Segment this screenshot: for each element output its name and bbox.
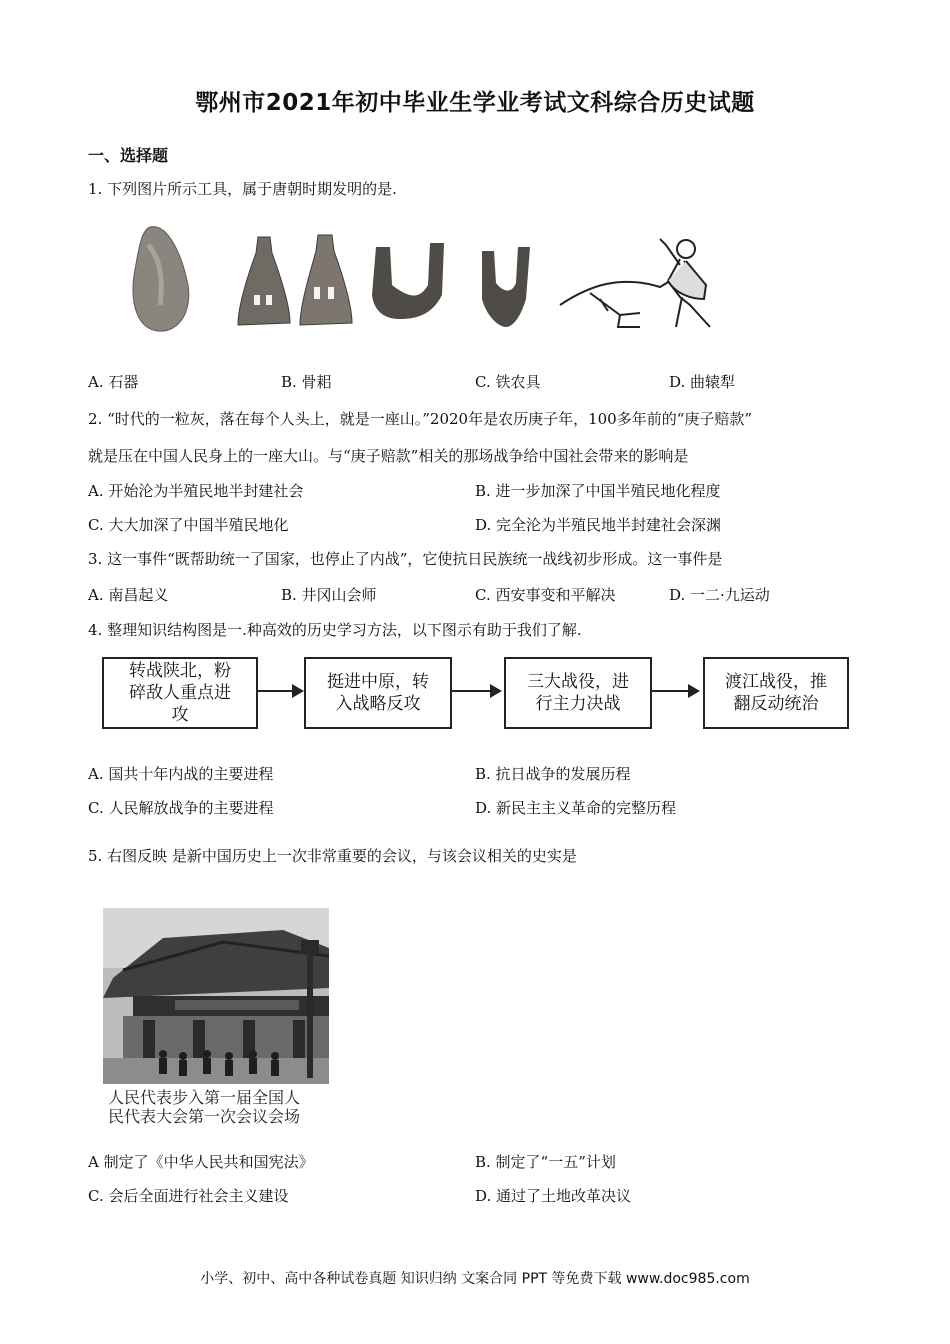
q5-option-d[interactable]: D. 通过了土地改革决议: [475, 1187, 632, 1205]
q1-option-b[interactable]: B. 骨耜: [281, 373, 332, 391]
q3-option-a[interactable]: A. 南昌起义: [88, 586, 169, 604]
arrow-right-icon: [490, 684, 502, 698]
meeting-hall-photo: [103, 908, 329, 1084]
bone-spade-image: [238, 235, 352, 325]
q5-option-c[interactable]: C. 会后全面进行社会主义建设: [88, 1187, 289, 1205]
section-heading: 一、选择题: [88, 146, 169, 165]
photo-caption-line2: 民代表大会第一次会议会场: [108, 1107, 301, 1126]
flow-box-2: 挺进中原，转入战略反攻: [304, 657, 452, 729]
arrow-right-icon: [688, 684, 700, 698]
arrow-right-icon: [292, 684, 304, 698]
q3-option-b[interactable]: B. 井冈山会师: [281, 586, 377, 604]
flow-box-4: 渡江战役，推翻反动统治: [703, 657, 849, 729]
question-2-stem-line2: 就是压在中国人民身上的一座大山。与“庚子赔款”相关的那场战争给中国社会带来的影响是: [88, 447, 689, 465]
q4-option-b[interactable]: B. 抗日战争的发展历程: [475, 765, 631, 783]
question-2-stem-line1: 2. “时代的一粒灰，落在每个人头上，就是一座山。”2020年是农历庚子年，100多年前的“庚子赔款”: [88, 410, 753, 428]
question-5-stem: 5. 右图反映 是新中国历史上一次非常重要的会议，与该会议相关的史实是: [88, 847, 577, 865]
question-3-stem: 3. 这一事件“既帮助统一了国家，也停止了内战”，它使抗日民族统一战线初步形成。这一事件是: [88, 550, 723, 568]
photo-caption-line1: 人民代表步入第一届全国人: [108, 1088, 301, 1107]
flow-box-1: 转战陕北，粉碎敌人重点进攻: [102, 657, 258, 729]
q1-option-c[interactable]: C. 铁农具: [475, 373, 541, 391]
question-1-stem: 1. 下列图片所示工具，属于唐朝时期发明的是.: [88, 180, 397, 198]
stone-tool-image: [133, 227, 189, 331]
tools-image: [120, 215, 720, 345]
iron-tool-image: [372, 243, 530, 327]
question-4-stem: 4. 整理知识结构图是一.种高效的历史学习方法，以下图示有助于我们了解.: [88, 621, 582, 639]
q2-option-a[interactable]: A. 开始沦为半殖民地半封建社会: [88, 482, 304, 500]
q5-option-b[interactable]: B. 制定了“一五”计划: [475, 1153, 616, 1171]
q3-option-c[interactable]: C. 西安事变和平解决: [475, 586, 616, 604]
flow-arrow-3: [650, 690, 690, 692]
q4-option-d[interactable]: D. 新民主主义革命的完整历程: [475, 799, 677, 817]
exam-title: 鄂州市2021年初中毕业生学业考试文科综合历史试题: [195, 90, 755, 116]
q5-option-a[interactable]: A 制定了《中华人民共和国宪法》: [88, 1153, 314, 1171]
q2-option-c[interactable]: C. 大大加深了中国半殖民地化: [88, 516, 289, 534]
flow-arrow-1: [256, 690, 294, 692]
flow-box-3: 三大战役，进行主力决战: [504, 657, 652, 729]
flow-arrow-2: [450, 690, 492, 692]
curved-plough-image: [560, 239, 710, 327]
q2-option-b[interactable]: B. 进一步加深了中国半殖民地化程度: [475, 482, 721, 500]
q4-option-c[interactable]: C. 人民解放战争的主要进程: [88, 799, 274, 817]
q4-option-a[interactable]: A. 国共十年内战的主要进程: [88, 765, 274, 783]
photo-caption: [108, 1088, 328, 1126]
q3-option-d[interactable]: D. 一二·九运动: [669, 586, 770, 604]
page-footer: 小学、初中、高中各种试卷真题 知识归纳 文案合同 PPT 等免费下载 www.doc985.com: [200, 1271, 750, 1287]
q1-option-d[interactable]: D. 曲辕犁: [669, 373, 736, 391]
q2-option-d[interactable]: D. 完全沦为半殖民地半封建社会深渊: [475, 516, 722, 534]
q1-option-a[interactable]: A. 石器: [88, 373, 139, 391]
